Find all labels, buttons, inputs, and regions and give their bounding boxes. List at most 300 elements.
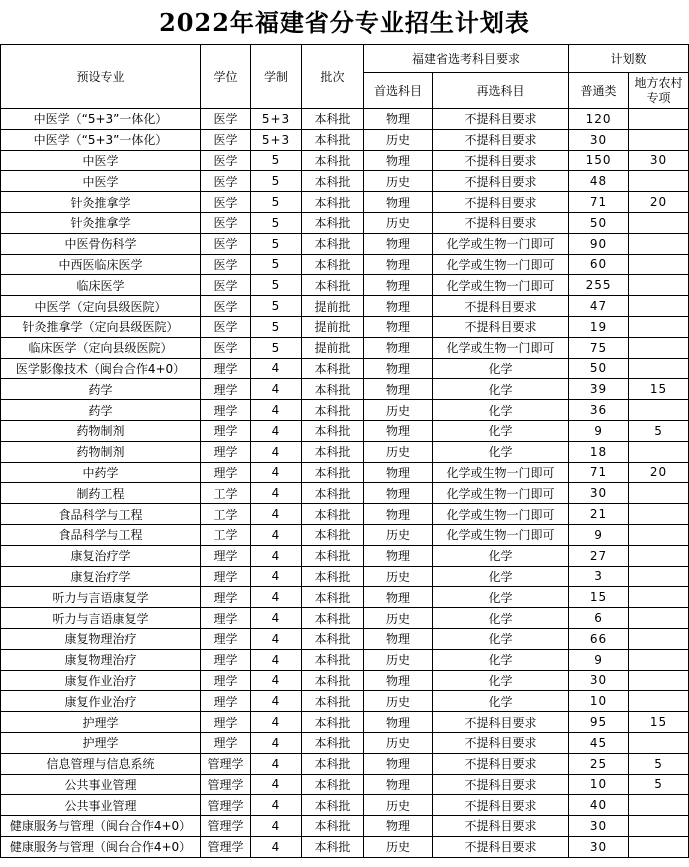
- cell-major: 中医学: [1, 171, 201, 192]
- cell-second-subject: 不提科目要求: [433, 316, 569, 337]
- enrollment-plan-table: [0, 44, 689, 858]
- table-row: [1, 628, 689, 649]
- cell-batch: 本科批: [302, 732, 364, 753]
- table-row: [1, 316, 689, 337]
- cell-plan-general: 30: [569, 670, 629, 691]
- cell-degree: 理学: [201, 712, 251, 733]
- cell-first-subject: 历史: [364, 400, 433, 421]
- cell-plan-general: 50: [569, 358, 629, 379]
- cell-plan-local: [629, 816, 689, 837]
- table-row: [1, 420, 689, 441]
- cell-second-subject: 化学: [433, 379, 569, 400]
- cell-first-subject: 历史: [364, 836, 433, 857]
- cell-years: 4: [251, 712, 302, 733]
- cell-years: 5: [251, 233, 302, 254]
- cell-degree: 医学: [201, 316, 251, 337]
- cell-years: 4: [251, 358, 302, 379]
- cell-degree: 医学: [201, 337, 251, 358]
- cell-batch: 提前批: [302, 316, 364, 337]
- header-plan-general: 普通类: [569, 73, 629, 109]
- cell-years: 4: [251, 400, 302, 421]
- cell-plan-general: 15: [569, 587, 629, 608]
- cell-first-subject: 物理: [364, 358, 433, 379]
- cell-second-subject: 不提科目要求: [433, 129, 569, 150]
- cell-major: 信息管理与信息系统: [1, 753, 201, 774]
- cell-degree: 理学: [201, 691, 251, 712]
- cell-years: 4: [251, 816, 302, 837]
- table-row: [1, 150, 689, 171]
- cell-second-subject: 不提科目要求: [433, 171, 569, 192]
- cell-plan-local: [629, 628, 689, 649]
- cell-batch: 本科批: [302, 379, 364, 400]
- cell-first-subject: 物理: [364, 504, 433, 525]
- cell-second-subject: 不提科目要求: [433, 774, 569, 795]
- cell-major: 康复治疗学: [1, 545, 201, 566]
- cell-degree: 医学: [201, 150, 251, 171]
- cell-batch: 本科批: [302, 441, 364, 462]
- cell-second-subject: 化学: [433, 649, 569, 670]
- cell-second-subject: 化学: [433, 587, 569, 608]
- table-row: [1, 836, 689, 857]
- cell-plan-local: 5: [629, 420, 689, 441]
- header-second-subject: 再选科目: [433, 73, 569, 109]
- table-row: [1, 587, 689, 608]
- cell-degree: 医学: [201, 171, 251, 192]
- cell-second-subject: 化学或生物一门即可: [433, 254, 569, 275]
- cell-plan-general: 9: [569, 649, 629, 670]
- cell-first-subject: 物理: [364, 275, 433, 296]
- cell-batch: 本科批: [302, 587, 364, 608]
- cell-plan-general: 90: [569, 233, 629, 254]
- table-row: [1, 212, 689, 233]
- cell-plan-general: 25: [569, 753, 629, 774]
- cell-years: 5+3: [251, 129, 302, 150]
- cell-plan-general: 9: [569, 524, 629, 545]
- cell-plan-general: 3: [569, 566, 629, 587]
- cell-first-subject: 物理: [364, 316, 433, 337]
- cell-plan-local: [629, 212, 689, 233]
- cell-second-subject: 化学: [433, 628, 569, 649]
- cell-degree: 理学: [201, 358, 251, 379]
- cell-second-subject: 化学或生物一门即可: [433, 337, 569, 358]
- cell-second-subject: 化学: [433, 441, 569, 462]
- cell-plan-local: [629, 504, 689, 525]
- cell-years: 4: [251, 649, 302, 670]
- cell-plan-local: 20: [629, 462, 689, 483]
- cell-major: 中医学（“5+3”一体化）: [1, 129, 201, 150]
- cell-years: 4: [251, 420, 302, 441]
- cell-first-subject: 物理: [364, 150, 433, 171]
- table-row: [1, 649, 689, 670]
- cell-major: 中西医临床医学: [1, 254, 201, 275]
- cell-second-subject: 不提科目要求: [433, 712, 569, 733]
- cell-degree: 理学: [201, 608, 251, 629]
- cell-plan-general: 48: [569, 171, 629, 192]
- cell-plan-local: [629, 691, 689, 712]
- header-years: 学制: [251, 45, 302, 109]
- cell-plan-general: 19: [569, 316, 629, 337]
- cell-plan-local: [629, 566, 689, 587]
- cell-plan-general: 10: [569, 774, 629, 795]
- cell-years: 4: [251, 753, 302, 774]
- cell-second-subject: 化学或生物一门即可: [433, 462, 569, 483]
- cell-first-subject: 历史: [364, 524, 433, 545]
- cell-degree: 理学: [201, 649, 251, 670]
- cell-batch: 本科批: [302, 836, 364, 857]
- cell-major: 康复治疗学: [1, 566, 201, 587]
- cell-batch: 本科批: [302, 275, 364, 296]
- cell-plan-general: 30: [569, 483, 629, 504]
- cell-batch: 本科批: [302, 171, 364, 192]
- cell-plan-local: [629, 171, 689, 192]
- cell-batch: 本科批: [302, 400, 364, 421]
- cell-degree: 理学: [201, 566, 251, 587]
- cell-degree: 医学: [201, 192, 251, 213]
- table-row: [1, 608, 689, 629]
- cell-degree: 医学: [201, 296, 251, 317]
- cell-years: 4: [251, 774, 302, 795]
- cell-years: 4: [251, 628, 302, 649]
- cell-plan-general: 47: [569, 296, 629, 317]
- cell-second-subject: 化学: [433, 545, 569, 566]
- table-row: [1, 109, 689, 130]
- cell-second-subject: 化学: [433, 566, 569, 587]
- cell-degree: 管理学: [201, 836, 251, 857]
- cell-degree: 工学: [201, 483, 251, 504]
- cell-first-subject: 历史: [364, 212, 433, 233]
- table-row: [1, 233, 689, 254]
- cell-plan-general: 27: [569, 545, 629, 566]
- cell-first-subject: 物理: [364, 545, 433, 566]
- cell-years: 4: [251, 670, 302, 691]
- cell-major: 护理学: [1, 712, 201, 733]
- cell-batch: 本科批: [302, 192, 364, 213]
- cell-plan-local: [629, 109, 689, 130]
- cell-plan-general: 30: [569, 129, 629, 150]
- cell-major: 公共事业管理: [1, 795, 201, 816]
- cell-plan-general: 10: [569, 691, 629, 712]
- cell-second-subject: 不提科目要求: [433, 795, 569, 816]
- cell-major: 听力与言语康复学: [1, 587, 201, 608]
- cell-major: 中医骨伤科学: [1, 233, 201, 254]
- table-row: [1, 254, 689, 275]
- cell-plan-general: 66: [569, 628, 629, 649]
- cell-plan-local: [629, 275, 689, 296]
- table-row: [1, 296, 689, 317]
- cell-batch: 本科批: [302, 795, 364, 816]
- cell-second-subject: 不提科目要求: [433, 732, 569, 753]
- cell-plan-local: [629, 524, 689, 545]
- cell-first-subject: 物理: [364, 587, 433, 608]
- table-row: [1, 129, 689, 150]
- header-plan-local: 地方农村专项: [629, 73, 689, 109]
- cell-major: 药物制剂: [1, 441, 201, 462]
- cell-second-subject: 不提科目要求: [433, 836, 569, 857]
- cell-major: 康复作业治疗: [1, 670, 201, 691]
- cell-batch: 本科批: [302, 712, 364, 733]
- table-row: [1, 337, 689, 358]
- cell-years: 5: [251, 212, 302, 233]
- cell-batch: 本科批: [302, 233, 364, 254]
- cell-batch: 本科批: [302, 524, 364, 545]
- cell-degree: 医学: [201, 254, 251, 275]
- cell-first-subject: 物理: [364, 420, 433, 441]
- cell-major: 中药学: [1, 462, 201, 483]
- cell-batch: 本科批: [302, 608, 364, 629]
- cell-plan-local: 5: [629, 774, 689, 795]
- cell-first-subject: 历史: [364, 795, 433, 816]
- cell-major: 制药工程: [1, 483, 201, 504]
- cell-years: 5: [251, 254, 302, 275]
- cell-plan-general: 71: [569, 192, 629, 213]
- cell-plan-local: [629, 483, 689, 504]
- cell-plan-local: [629, 836, 689, 857]
- cell-plan-local: 15: [629, 712, 689, 733]
- cell-batch: 提前批: [302, 337, 364, 358]
- cell-plan-local: 30: [629, 150, 689, 171]
- cell-years: 5: [251, 296, 302, 317]
- cell-plan-local: [629, 670, 689, 691]
- cell-second-subject: 不提科目要求: [433, 192, 569, 213]
- header-degree: 学位: [201, 45, 251, 109]
- table-row: [1, 545, 689, 566]
- header-subject-requirements: 福建省选考科目要求: [364, 45, 569, 73]
- cell-years: 4: [251, 462, 302, 483]
- table-row: [1, 462, 689, 483]
- cell-second-subject: 不提科目要求: [433, 212, 569, 233]
- cell-plan-general: 18: [569, 441, 629, 462]
- cell-plan-local: 5: [629, 753, 689, 774]
- header-major: 预设专业: [1, 45, 201, 109]
- cell-first-subject: 物理: [364, 774, 433, 795]
- cell-first-subject: 物理: [364, 483, 433, 504]
- cell-batch: 本科批: [302, 462, 364, 483]
- cell-degree: 理学: [201, 545, 251, 566]
- cell-first-subject: 历史: [364, 441, 433, 462]
- cell-first-subject: 历史: [364, 566, 433, 587]
- cell-degree: 管理学: [201, 753, 251, 774]
- table-row: [1, 691, 689, 712]
- cell-years: 5: [251, 337, 302, 358]
- cell-plan-general: 71: [569, 462, 629, 483]
- cell-plan-general: 255: [569, 275, 629, 296]
- cell-batch: 本科批: [302, 504, 364, 525]
- cell-major: 康复物理治疗: [1, 628, 201, 649]
- cell-degree: 管理学: [201, 774, 251, 795]
- cell-plan-local: [629, 441, 689, 462]
- cell-second-subject: 不提科目要求: [433, 109, 569, 130]
- cell-major: 康复作业治疗: [1, 691, 201, 712]
- cell-degree: 理学: [201, 670, 251, 691]
- table-row: [1, 379, 689, 400]
- cell-degree: 理学: [201, 587, 251, 608]
- cell-first-subject: 物理: [364, 628, 433, 649]
- cell-degree: 管理学: [201, 816, 251, 837]
- table-row: [1, 774, 689, 795]
- cell-batch: 本科批: [302, 420, 364, 441]
- cell-second-subject: 不提科目要求: [433, 150, 569, 171]
- cell-batch: 本科批: [302, 212, 364, 233]
- cell-plan-local: 15: [629, 379, 689, 400]
- cell-plan-local: [629, 649, 689, 670]
- cell-years: 5: [251, 192, 302, 213]
- cell-batch: 本科批: [302, 649, 364, 670]
- cell-first-subject: 历史: [364, 608, 433, 629]
- cell-degree: 理学: [201, 628, 251, 649]
- cell-plan-general: 30: [569, 816, 629, 837]
- cell-first-subject: 物理: [364, 233, 433, 254]
- cell-first-subject: 历史: [364, 691, 433, 712]
- cell-plan-general: 9: [569, 420, 629, 441]
- cell-degree: 理学: [201, 441, 251, 462]
- table-row: [1, 358, 689, 379]
- cell-second-subject: 化学: [433, 691, 569, 712]
- cell-plan-local: [629, 795, 689, 816]
- cell-second-subject: 不提科目要求: [433, 296, 569, 317]
- cell-degree: 医学: [201, 233, 251, 254]
- cell-major: 临床医学: [1, 275, 201, 296]
- cell-plan-local: [629, 296, 689, 317]
- cell-major: 中医学（“5+3”一体化）: [1, 109, 201, 130]
- cell-degree: 理学: [201, 732, 251, 753]
- cell-years: 4: [251, 795, 302, 816]
- cell-degree: 理学: [201, 400, 251, 421]
- cell-major: 护理学: [1, 732, 201, 753]
- cell-plan-general: 30: [569, 836, 629, 857]
- cell-plan-local: 20: [629, 192, 689, 213]
- cell-second-subject: 不提科目要求: [433, 753, 569, 774]
- cell-major: 中医学: [1, 150, 201, 171]
- cell-batch: 本科批: [302, 566, 364, 587]
- cell-first-subject: 物理: [364, 712, 433, 733]
- cell-major: 药学: [1, 400, 201, 421]
- cell-major: 健康服务与管理（闽台合作4+0）: [1, 836, 201, 857]
- cell-second-subject: 不提科目要求: [433, 816, 569, 837]
- cell-batch: 本科批: [302, 150, 364, 171]
- cell-plan-local: [629, 316, 689, 337]
- cell-batch: 提前批: [302, 296, 364, 317]
- cell-batch: 本科批: [302, 691, 364, 712]
- table-row: [1, 566, 689, 587]
- cell-years: 4: [251, 732, 302, 753]
- cell-major: 针灸推拿学: [1, 212, 201, 233]
- cell-years: 5: [251, 275, 302, 296]
- cell-first-subject: 物理: [364, 379, 433, 400]
- cell-second-subject: 化学: [433, 608, 569, 629]
- table-row: [1, 712, 689, 733]
- cell-degree: 工学: [201, 524, 251, 545]
- cell-degree: 理学: [201, 462, 251, 483]
- cell-first-subject: 物理: [364, 816, 433, 837]
- cell-first-subject: 物理: [364, 462, 433, 483]
- cell-major: 中医学（定向县级医院）: [1, 296, 201, 317]
- table-row: [1, 732, 689, 753]
- cell-plan-local: [629, 608, 689, 629]
- cell-plan-general: 6: [569, 608, 629, 629]
- cell-major: 医学影像技术（闽台合作4+0）: [1, 358, 201, 379]
- cell-years: 5: [251, 171, 302, 192]
- table-row: [1, 524, 689, 545]
- cell-batch: 本科批: [302, 545, 364, 566]
- cell-plan-local: [629, 400, 689, 421]
- cell-degree: 理学: [201, 379, 251, 400]
- cell-batch: 本科批: [302, 753, 364, 774]
- table-row: [1, 400, 689, 421]
- cell-first-subject: 物理: [364, 670, 433, 691]
- cell-first-subject: 历史: [364, 732, 433, 753]
- cell-major: 药物制剂: [1, 420, 201, 441]
- cell-batch: 本科批: [302, 483, 364, 504]
- cell-plan-general: 45: [569, 732, 629, 753]
- cell-major: 听力与言语康复学: [1, 608, 201, 629]
- cell-plan-general: 21: [569, 504, 629, 525]
- cell-second-subject: 化学或生物一门即可: [433, 483, 569, 504]
- cell-degree: 管理学: [201, 795, 251, 816]
- cell-plan-local: [629, 358, 689, 379]
- cell-years: 4: [251, 587, 302, 608]
- cell-batch: 本科批: [302, 358, 364, 379]
- cell-plan-general: 150: [569, 150, 629, 171]
- cell-batch: 本科批: [302, 109, 364, 130]
- cell-years: 4: [251, 483, 302, 504]
- cell-plan-local: [629, 337, 689, 358]
- cell-years: 5: [251, 316, 302, 337]
- cell-batch: 本科批: [302, 254, 364, 275]
- cell-second-subject: 化学: [433, 400, 569, 421]
- cell-major: 食品科学与工程: [1, 524, 201, 545]
- cell-plan-general: 95: [569, 712, 629, 733]
- cell-degree: 医学: [201, 109, 251, 130]
- table-row: [1, 795, 689, 816]
- cell-second-subject: 化学: [433, 358, 569, 379]
- table-row: [1, 192, 689, 213]
- table-row: [1, 816, 689, 837]
- cell-major: 药学: [1, 379, 201, 400]
- cell-first-subject: 物理: [364, 337, 433, 358]
- cell-plan-general: 39: [569, 379, 629, 400]
- table-row: [1, 670, 689, 691]
- cell-first-subject: 物理: [364, 192, 433, 213]
- page-title: 2022年福建省分专业招生计划表: [159, 8, 530, 37]
- table-row: [1, 504, 689, 525]
- cell-first-subject: 历史: [364, 171, 433, 192]
- cell-years: 4: [251, 524, 302, 545]
- cell-years: 4: [251, 691, 302, 712]
- header-plan-count: 计划数: [569, 45, 689, 73]
- cell-batch: 本科批: [302, 670, 364, 691]
- table-row: [1, 171, 689, 192]
- table-row: [1, 483, 689, 504]
- header-first-subject: 首选科目: [364, 73, 433, 109]
- header-batch: 批次: [302, 45, 364, 109]
- cell-batch: 本科批: [302, 628, 364, 649]
- cell-batch: 本科批: [302, 816, 364, 837]
- cell-major: 食品科学与工程: [1, 504, 201, 525]
- cell-plan-local: [629, 587, 689, 608]
- cell-first-subject: 物理: [364, 254, 433, 275]
- cell-first-subject: 历史: [364, 649, 433, 670]
- cell-first-subject: 物理: [364, 296, 433, 317]
- cell-second-subject: 化学: [433, 670, 569, 691]
- cell-major: 针灸推拿学: [1, 192, 201, 213]
- cell-second-subject: 化学或生物一门即可: [433, 233, 569, 254]
- cell-years: 4: [251, 608, 302, 629]
- cell-plan-local: [629, 732, 689, 753]
- table-row: [1, 275, 689, 296]
- cell-years: 4: [251, 566, 302, 587]
- cell-years: 4: [251, 441, 302, 462]
- cell-batch: 本科批: [302, 129, 364, 150]
